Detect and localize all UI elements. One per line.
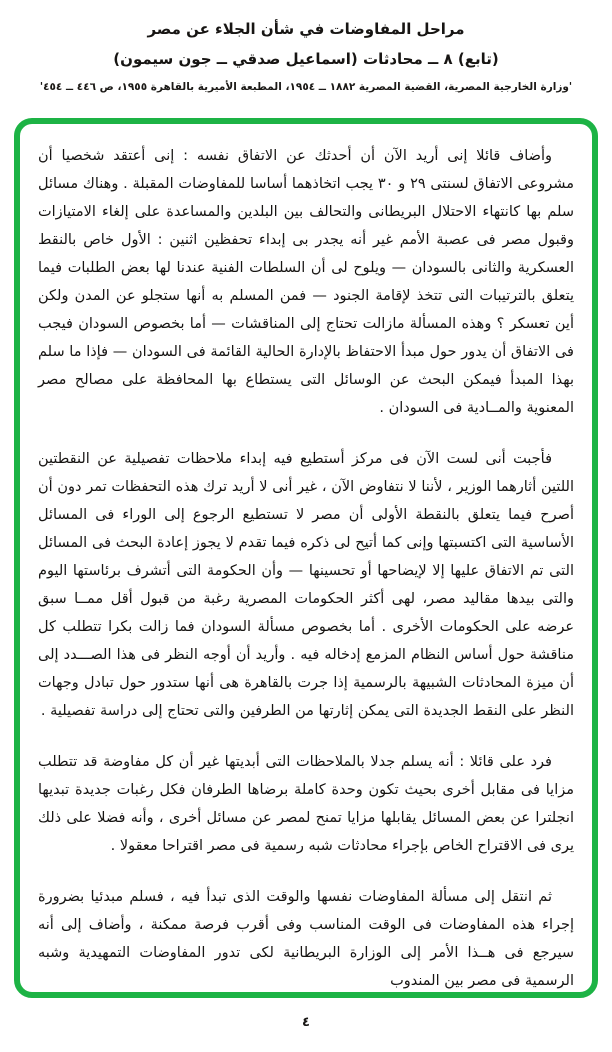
source-citation: 'وزارة الخارجية المصرية، القضية المصرية ١٨٨٢ ــ ١٩٥٤، المطبعة الأميرية بالقاهرة ١٩٥٥، ص ٤٤٦ ــ ٤٥٤' — [39, 81, 573, 93]
page-header — [0, 20, 612, 93]
page-title: مراحل المفاوضات في شأن الجلاء عن مصر — [147, 20, 465, 38]
page-footer — [0, 1011, 612, 1030]
paragraph: ثم انتقل إلى مسألة المفاوضات نفسها والوقت الذى تبدأ فيه ، فسلم مبدئيا بضرورة إجراء هذه المفاوضات فى الوقت المناسب وفى أقرب فرصة ممكنة ، وأضاف إلى أنه سيرجع فى هــذا الأمر إلى الوزارة البريطانية لكى تدور المفاوضات التمهيدية وشبه الرسمية فى مصر بين المندوب — [38, 889, 574, 989]
paragraph: فرد على قائلا : أنه يسلم جدلا بالملاحظات التى أبديتها غير أن كل مفاوضة قد تتطلب مزايا فى مقابل أخرى بحيث تكون وحدة كاملة برضاها الطرفان فكل رغبات جديدة تبديها انجلترا عن بعض المسائل يقابلها مزايا تمنح لمصر عن مسائل أخرى ، وأنه فضلا على ذلك يرى فى الاقتراح الخاص بإجراء محادثات شبه رسمية فى مصر اقتراحا معقولا . — [38, 754, 574, 854]
green-text-frame — [14, 118, 598, 998]
document-body — [38, 142, 574, 995]
page-subtitle: (تابع) ٨ ــ محادثات (اسماعيل صدقي ــ جون سيمون) — [113, 50, 499, 68]
paragraph: وأضاف قائلا إنى أريد الآن أن أحدثك عن الاتفاق نفسه : إنى أعتقد شخصيا أن مشروعى الاتفاق لسنتى ٢٩ و ٣٠ يجب اتخاذهما أساسا للمفاوضات المقبلة . وهناك مسائل سلم بها كانتهاء الاحتلال البريطانى والتحالف بين البلدين والمساعدة على إلغاء الامتيازات وقبول مصر فى عصبة الأمم غير أنه يجدر بى إبداء تحفظين اثنين : الأول خاص بالنقط العسكرية والثانى بالسودان — ويلوح لى أن السلطات الفنية عندنا لها بعض الطلبات فيما يتعلق بالترتيبات التى تتخذ لإقامة الجنود — فمن المسلم به أنها ستجلو عن المدن ولكن أين تعسكر ؟ وهذه المسألة مازالت تحتاج إلى المناقشات — أما بخصوص السودان فيجب فى الاتفاق أن يدور حول مبدأ الاحتفاظ بالإدارة الحالية القائمة فى السودان — فإذا ما سلم بهذا المبدأ فيمكن البحث عن الوسائل التى يستطاع بها المحافظة على مصالح مصر المعنوية والمــادية فى السودان . — [38, 148, 574, 416]
page-number: ٤ — [302, 1015, 310, 1030]
paragraph: فأجبت أنى لست الآن فى مركز أستطيع فيه إبداء ملاحظات تفصيلية عن النقطتين اللتين أثارهما الوزير ، لأننا لا نتفاوض الآن ، غير أنى لا أريد ترك هذه التحفظات تمر دون أن أصرح فيما يتعلق بالنقطة الأولى أن مصر لا تستطيع الرجوع إلى الوراء فى المسائل الأساسية التى اكتسبتها وإنى كما أتيح لى ذكره فيما تقدم لا يجوز إعادة البحث فى المسائل التى تم الاتفاق عليها إلا لإيضاحها أو تحسينها — وأن الحكومة التى أتشرف برئاستها اليوم والتى بيدها مقاليد مصر، لهى أكثر الحكومات المصرية رغبة من قبول أقل ممــا سبق عرضه على الحكومات الأخرى . أما بخصوص مسألة السودان فما زالت بكرا تتطلب كل مناقشة حول أساس النظام المزمع إدخاله فيه . وأريد أن أوجه النظر فى هذا الصـــدد إلى أن ميزة المحادثات الشبيهة بالرسمية إذا جرت بالقاهرة هى أنها ستدور حول تبادل وجهات النظر على النقط الجديدة التى يمكن إثارتها من الطرفين والتى تحتاج إلى دراسة تفصيلية . — [38, 451, 574, 719]
